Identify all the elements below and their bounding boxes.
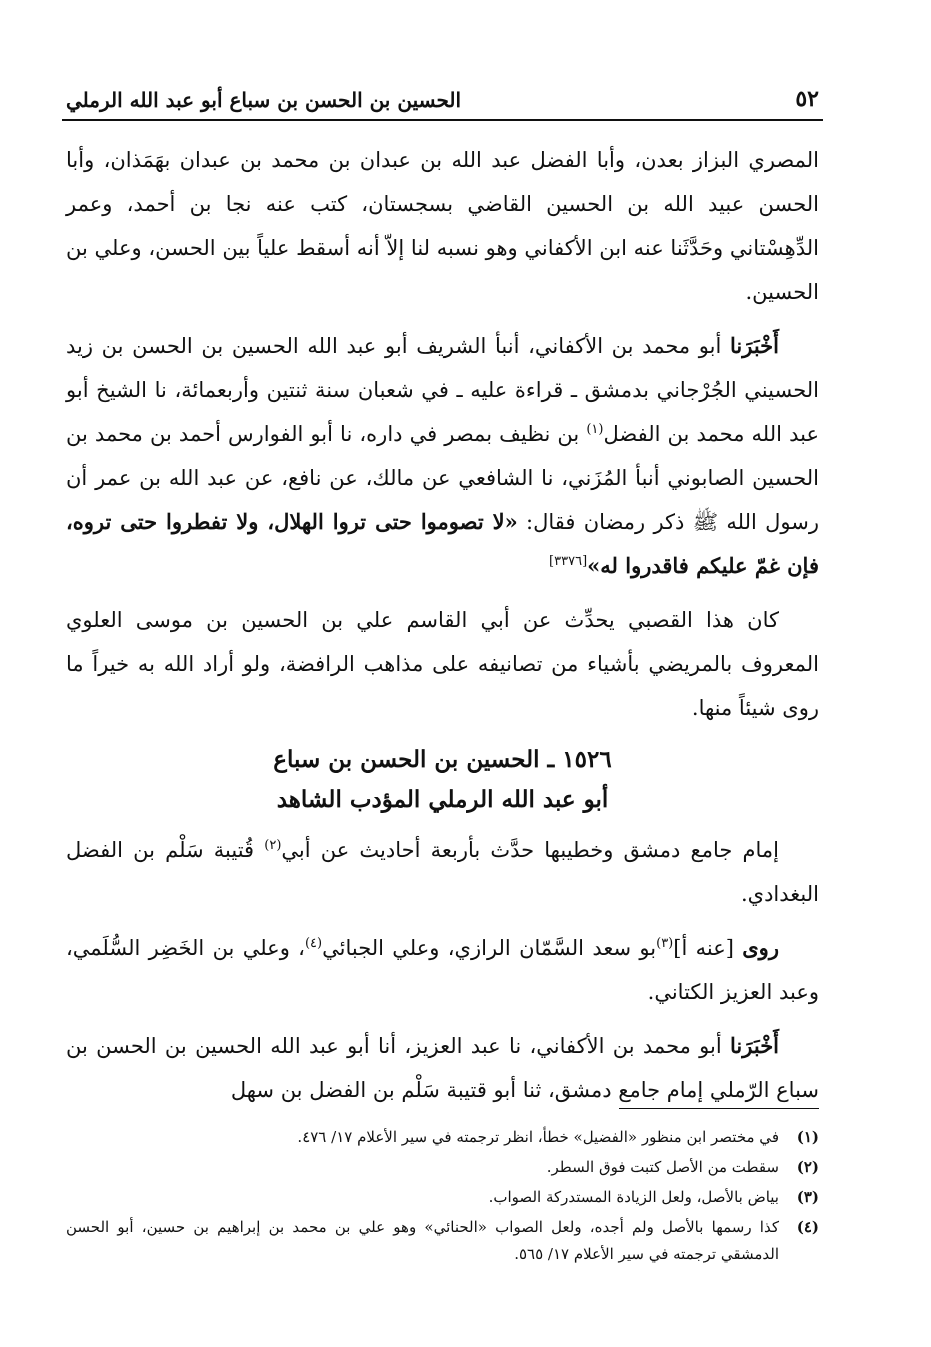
footnote-item [66, 1154, 819, 1181]
footnote-ref-1: (١) [586, 422, 604, 437]
footnotes [66, 1124, 819, 1271]
akhbarana-lead-2: أَخْبَرَنا [730, 1033, 780, 1058]
footnote-ref-3: (٣) [656, 936, 674, 951]
running-title: الحسين بن الحسن بن سباع أبو عبد الله الرملي [66, 88, 461, 112]
paragraph-5-bracket: [عنه أ] [673, 936, 734, 960]
footnote-text: بياض بالأصل، ولعل الزيادة المستدركة الصواب. [488, 1188, 779, 1206]
rawa-lead: روى [742, 935, 779, 960]
paragraph-5-text-c: ، وعلي بن الخَضِر السُّلَمي، وعبد العزيز الكتاني. [66, 936, 819, 1004]
footnote-ref-4: (٤) [304, 936, 323, 951]
paragraph-2-text-a: أبو محمد بن الأكفاني، أنبأ الشريف أبو عبد الله الحسين بن الحسن بن زيد الحسيني الجُرْجاني بدمشق ـ قراءة عليه ـ في شعبان سنة ثنتين وأربعمائة، نا الشيخ أبو عبد الله محمد بن الفضل [66, 334, 819, 446]
entry-title: ١٥٢٦ ـ الحسين بن الحسن بن سباع [273, 746, 612, 773]
paragraph-2-text-b: بن نظيف بمصر في داره، نا أبو الفوارس أحمد بن محمد بن الحسين الصابوني أنبأ المُزَني، نا الشافعي عن مالك، عن نافع، عن عبد الله بن عمر أن رسول الله ﷺ ذكر رمضان فقال: [66, 422, 819, 534]
hadith-number: [٣٣٧٦] [549, 554, 588, 569]
footnote-number: (٣) [796, 1188, 819, 1206]
paragraph-1-text: المصري البزاز بعدن، وأبا الفضل عبد الله بن عبدان بن محمد بن عبدان بهَمَذان، وأبا الحسن عبيد الله بن الحسين القاضي بسجستان، كتب عنه نجا بن أحمد، وعمر الدِّهِسْتاني وحَدَّثَنا عنه ابن الأكفاني وهو نسبه لنا إلاّ أنه أسقط علياً بين الحسن، وعلي بن الحسين. [66, 148, 819, 304]
paragraph-5-text-b: بو سعد السَّمّان الرازي، وعلي الجبائي [322, 936, 657, 960]
paragraph-4-text-a: إمام جامع دمشق وخطيبها حدَّث بأربعة أحاديث عن أبي [281, 838, 779, 862]
footnote-rule [619, 1108, 819, 1109]
footnote-item [66, 1184, 819, 1211]
entry-subtitle: أبو عبد الله الرملي المؤدب الشاهد [276, 786, 609, 813]
paragraph-6-text: أبو محمد بن الأكفاني، نا عبد العزيز، أنا أبو عبد الله الحسين بن الحسن بن سباع الرّملي إمام جامع دمشق، ثنا أبو قتيبة سَلْم بن الفضل بن سهل [66, 1034, 819, 1102]
footnote-text: في مختصر ابن منظور «الفضيل» خطأ، انظر ترجمته في سير الأعلام ١٧/ ٤٧٦. [297, 1128, 779, 1146]
footnote-item [66, 1124, 819, 1151]
footnote-number: (١) [796, 1128, 819, 1146]
paragraph-3 [66, 598, 819, 730]
footnote-item [66, 1214, 819, 1268]
akhbarana-lead: أَخْبَرَنا [730, 333, 779, 358]
paragraph-4-text-b: قُتيبة سَلْم بن الفضل البغدادي. [66, 838, 819, 906]
header-rule [62, 119, 823, 121]
page-header [66, 70, 819, 120]
paragraph-4 [66, 828, 819, 916]
hadith-quote: «لا تصوموا حتى تروا الهلال، ولا تفطروا حتى تروه، فإن غمّ عليكم فاقدروا له» [66, 509, 819, 578]
footnote-number: (٤) [796, 1218, 819, 1236]
main-text [66, 138, 819, 1122]
paragraph-2 [66, 324, 819, 588]
paragraph-1 [66, 138, 819, 314]
footnote-text: سقطت من الأصل كتبت فوق السطر. [546, 1158, 779, 1176]
paragraph-3-text: كان هذا القصبي يحدِّث عن أبي القاسم علي بن الحسين بن موسى العلوي المعروف بالمريضي بأشياء من تصانيفه على مذاهب الرافضة، ولو أراد الله به خيراً ما روى شيئاً منها. [66, 608, 819, 720]
footnote-text: كذا رسمها بالأصل ولم أجده، ولعل الصواب «الحنائي» وهو علي بن محمد بن إبراهيم بن حسين، أبو الحسن الدمشقي ترجمته في سير الأعلام ١٧/ ٥٦٥. [66, 1218, 779, 1263]
page-number: ٥٢ [795, 86, 819, 112]
paragraph-6 [66, 1024, 819, 1112]
paragraph-5 [66, 926, 819, 1014]
footnote-number: (٢) [796, 1158, 819, 1176]
footnote-ref-2: (٢) [264, 838, 282, 853]
